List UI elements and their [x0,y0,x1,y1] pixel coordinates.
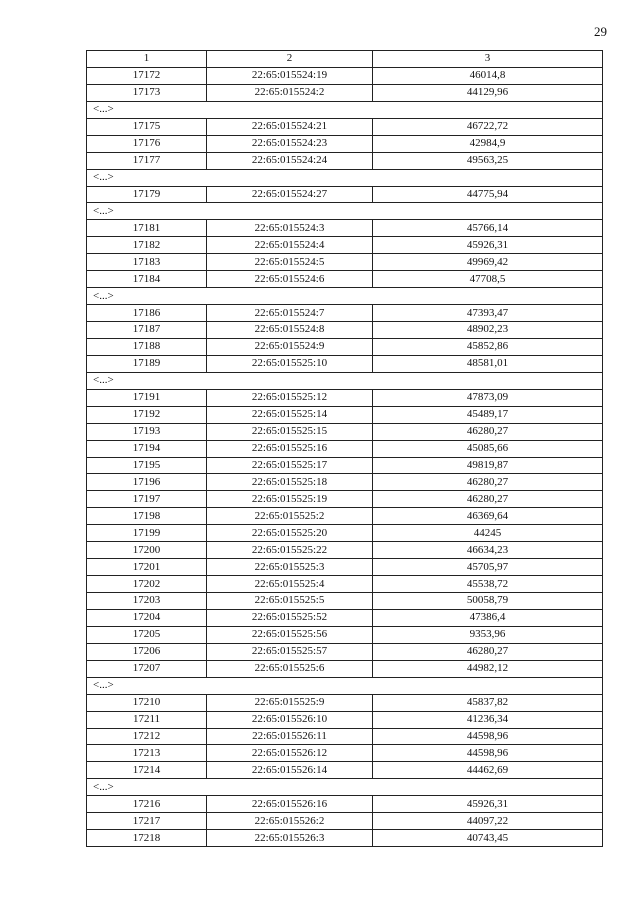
cadastral-number-cell: 22:65:015525:19 [207,491,373,508]
column-header: 1 [87,51,207,68]
omitted-rows-marker: <...> [87,779,603,796]
value-cell: 48902,23 [373,322,603,339]
table-row [87,830,603,847]
ellipsis-row [87,372,603,389]
table-row [87,406,603,423]
cadastral-number-cell: 22:65:015524:24 [207,152,373,169]
table-header-row [87,51,603,68]
ellipsis-row [87,677,603,694]
row-number-cell: 17207 [87,660,207,677]
value-cell: 44097,22 [373,813,603,830]
value-cell: 44245 [373,525,603,542]
value-cell: 48581,01 [373,355,603,372]
value-cell: 46280,27 [373,423,603,440]
value-cell: 45489,17 [373,406,603,423]
cadastral-number-cell: 22:65:015524:3 [207,220,373,237]
row-number-cell: 17213 [87,745,207,762]
table-row [87,711,603,728]
row-number-cell: 17199 [87,525,207,542]
table-row [87,745,603,762]
row-number-cell: 17216 [87,796,207,813]
value-cell: 45926,31 [373,796,603,813]
cadastral-number-cell: 22:65:015524:7 [207,305,373,322]
cadastral-number-cell: 22:65:015526:3 [207,830,373,847]
row-number-cell: 17175 [87,118,207,135]
table-row [87,813,603,830]
row-number-cell: 17193 [87,423,207,440]
cadastral-number-cell: 22:65:015524:5 [207,254,373,271]
cadastral-number-cell: 22:65:015525:20 [207,525,373,542]
value-cell: 46280,27 [373,474,603,491]
row-number-cell: 17177 [87,152,207,169]
row-number-cell: 17192 [87,406,207,423]
value-cell: 40743,45 [373,830,603,847]
cadastral-number-cell: 22:65:015525:56 [207,626,373,643]
value-cell: 46014,8 [373,67,603,84]
value-cell: 44598,96 [373,728,603,745]
table-row [87,593,603,610]
row-number-cell: 17205 [87,626,207,643]
value-cell: 50058,79 [373,593,603,610]
table-row [87,457,603,474]
ellipsis-row [87,203,603,220]
ellipsis-row [87,288,603,305]
table-row [87,152,603,169]
table-row [87,423,603,440]
value-cell: 45705,97 [373,559,603,576]
row-number-cell: 17197 [87,491,207,508]
table-row [87,694,603,711]
cadastral-number-cell: 22:65:015525:5 [207,593,373,610]
row-number-cell: 17201 [87,559,207,576]
cadastral-number-cell: 22:65:015525:14 [207,406,373,423]
table-row [87,643,603,660]
row-number-cell: 17179 [87,186,207,203]
row-number-cell: 17182 [87,237,207,254]
value-cell: 49969,42 [373,254,603,271]
table-row [87,338,603,355]
omitted-rows-marker: <...> [87,101,603,118]
page-number: 29 [594,24,607,39]
value-cell: 45085,66 [373,440,603,457]
cadastral-number-cell: 22:65:015525:9 [207,694,373,711]
registry-table [86,50,603,847]
value-cell: 44598,96 [373,745,603,762]
row-number-cell: 17196 [87,474,207,491]
row-number-cell: 17210 [87,694,207,711]
table-row [87,508,603,525]
row-number-cell: 17183 [87,254,207,271]
cadastral-number-cell: 22:65:015524:6 [207,271,373,288]
value-cell: 9353,96 [373,626,603,643]
ellipsis-row [87,779,603,796]
row-number-cell: 17200 [87,542,207,559]
value-cell: 47393,47 [373,305,603,322]
value-cell: 47708,5 [373,271,603,288]
table-row [87,322,603,339]
row-number-cell: 17198 [87,508,207,525]
value-cell: 44129,96 [373,84,603,101]
table-row [87,118,603,135]
row-number-cell: 17176 [87,135,207,152]
value-cell: 47873,09 [373,389,603,406]
table-row [87,305,603,322]
value-cell: 49563,25 [373,152,603,169]
row-number-cell: 17211 [87,711,207,728]
table-row [87,728,603,745]
value-cell: 46369,64 [373,508,603,525]
value-cell: 46722,72 [373,118,603,135]
cadastral-number-cell: 22:65:015525:2 [207,508,373,525]
cadastral-number-cell: 22:65:015525:57 [207,643,373,660]
cadastral-number-cell: 22:65:015525:4 [207,576,373,593]
value-cell: 41236,34 [373,711,603,728]
value-cell: 42984,9 [373,135,603,152]
omitted-rows-marker: <...> [87,372,603,389]
table-row [87,576,603,593]
cadastral-number-cell: 22:65:015524:9 [207,338,373,355]
row-number-cell: 17189 [87,355,207,372]
value-cell: 49819,87 [373,457,603,474]
row-number-cell: 17173 [87,84,207,101]
table-row [87,762,603,779]
table-row [87,220,603,237]
cadastral-number-cell: 22:65:015524:8 [207,322,373,339]
cadastral-number-cell: 22:65:015524:4 [207,237,373,254]
cadastral-number-cell: 22:65:015526:12 [207,745,373,762]
table-row [87,609,603,626]
cadastral-number-cell: 22:65:015525:18 [207,474,373,491]
table-row [87,355,603,372]
value-cell: 44462,69 [373,762,603,779]
ellipsis-row [87,101,603,118]
row-number-cell: 17202 [87,576,207,593]
row-number-cell: 17184 [87,271,207,288]
table-row [87,237,603,254]
row-number-cell: 17186 [87,305,207,322]
cadastral-number-cell: 22:65:015525:15 [207,423,373,440]
value-cell: 44982,12 [373,660,603,677]
row-number-cell: 17203 [87,593,207,610]
cadastral-number-cell: 22:65:015525:6 [207,660,373,677]
row-number-cell: 17194 [87,440,207,457]
row-number-cell: 17195 [87,457,207,474]
cadastral-number-cell: 22:65:015526:16 [207,796,373,813]
table-row [87,525,603,542]
row-number-cell: 17181 [87,220,207,237]
table-row [87,186,603,203]
row-number-cell: 17191 [87,389,207,406]
omitted-rows-marker: <...> [87,203,603,220]
cadastral-number-cell: 22:65:015524:23 [207,135,373,152]
value-cell: 45926,31 [373,237,603,254]
table-row [87,254,603,271]
row-number-cell: 17204 [87,609,207,626]
omitted-rows-marker: <...> [87,169,603,186]
value-cell: 47386,4 [373,609,603,626]
table-row [87,440,603,457]
row-number-cell: 17187 [87,322,207,339]
table-row [87,559,603,576]
cadastral-number-cell: 22:65:015526:14 [207,762,373,779]
cadastral-number-cell: 22:65:015524:21 [207,118,373,135]
value-cell: 45538,72 [373,576,603,593]
cadastral-number-cell: 22:65:015526:10 [207,711,373,728]
value-cell: 45766,14 [373,220,603,237]
cadastral-number-cell: 22:65:015525:52 [207,609,373,626]
cadastral-number-cell: 22:65:015524:19 [207,67,373,84]
value-cell: 46280,27 [373,491,603,508]
cadastral-number-cell: 22:65:015524:27 [207,186,373,203]
table-row [87,271,603,288]
column-header: 2 [207,51,373,68]
value-cell: 46280,27 [373,643,603,660]
table-row [87,626,603,643]
cadastral-number-cell: 22:65:015525:22 [207,542,373,559]
column-header: 3 [373,51,603,68]
cadastral-number-cell: 22:65:015525:17 [207,457,373,474]
table-row [87,389,603,406]
value-cell: 45852,86 [373,338,603,355]
row-number-cell: 17217 [87,813,207,830]
ellipsis-row [87,169,603,186]
value-cell: 44775,94 [373,186,603,203]
cadastral-number-cell: 22:65:015526:11 [207,728,373,745]
table-row [87,474,603,491]
value-cell: 46634,23 [373,542,603,559]
table-row [87,542,603,559]
table-row [87,796,603,813]
cadastral-number-cell: 22:65:015525:16 [207,440,373,457]
omitted-rows-marker: <...> [87,677,603,694]
row-number-cell: 17172 [87,67,207,84]
table-row [87,135,603,152]
table-body [87,67,603,846]
cadastral-number-cell: 22:65:015525:10 [207,355,373,372]
table-row [87,491,603,508]
table-row [87,67,603,84]
cadastral-number-cell: 22:65:015524:2 [207,84,373,101]
omitted-rows-marker: <...> [87,288,603,305]
row-number-cell: 17212 [87,728,207,745]
cadastral-number-cell: 22:65:015525:3 [207,559,373,576]
row-number-cell: 17206 [87,643,207,660]
row-number-cell: 17188 [87,338,207,355]
row-number-cell: 17218 [87,830,207,847]
cadastral-number-cell: 22:65:015525:12 [207,389,373,406]
table-row [87,84,603,101]
value-cell: 45837,82 [373,694,603,711]
table-row [87,660,603,677]
row-number-cell: 17214 [87,762,207,779]
cadastral-number-cell: 22:65:015526:2 [207,813,373,830]
